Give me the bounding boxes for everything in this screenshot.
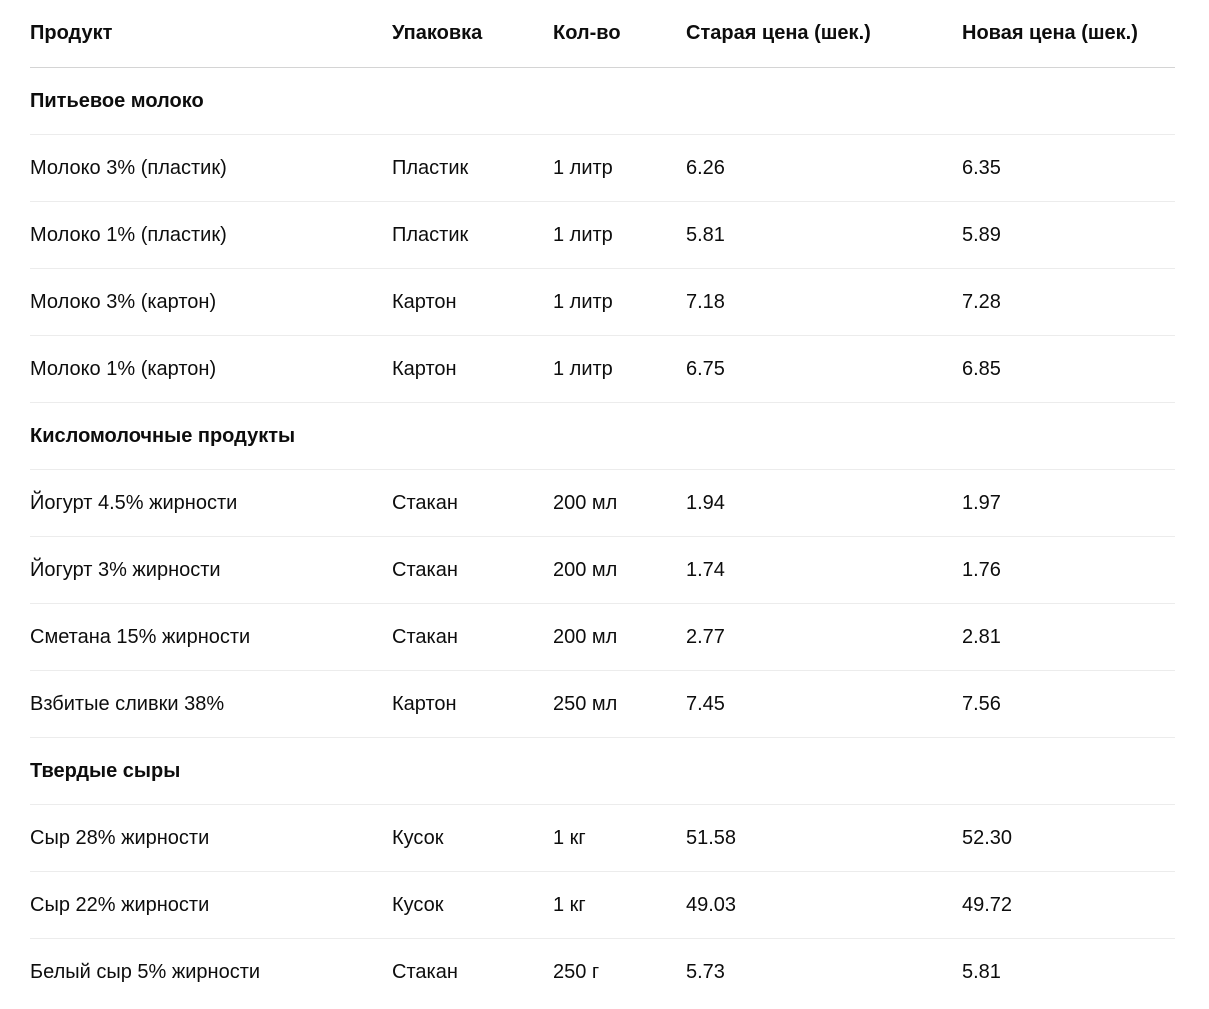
table-row (30, 604, 1175, 671)
cell-qty: 250 г (553, 960, 600, 983)
cell-new-price: 2.81 (962, 604, 1175, 671)
cell-pack: Стакан (392, 537, 553, 604)
section-title: Твердые сыры (30, 738, 1175, 805)
cell-new-price: 1.76 (962, 537, 1175, 604)
cell-pack: Кусок (392, 872, 553, 939)
cell-pack: Картон (392, 269, 553, 336)
cell-old-price: 49.03 (686, 872, 962, 939)
cell-old-price: 2.77 (686, 604, 962, 671)
cell-old-price: 6.26 (686, 135, 962, 202)
cell-qty: 1 литр (553, 336, 686, 403)
table-row (30, 470, 1175, 537)
cell-new-price: 52.30 (962, 805, 1175, 872)
table-row (30, 336, 1175, 403)
cell-qty: 250 мл (553, 671, 686, 738)
section-row (30, 68, 1175, 135)
header-new-price: Новая цена (шек.) (962, 0, 1175, 68)
cell-old-price: 7.45 (686, 671, 962, 738)
cell-product: Молоко 1% (картон) (30, 336, 392, 403)
cell-product: Белый сыр 5% жирности (30, 960, 261, 983)
cell-old-price: 5.81 (686, 202, 962, 269)
cell-old-price: 5.73 (686, 960, 725, 983)
cell-new-price: 5.81 (962, 960, 1001, 983)
cell-qty: 1 кг (553, 872, 686, 939)
cell-new-price: 7.56 (962, 671, 1175, 738)
cell-new-price: 49.72 (962, 872, 1175, 939)
cell-qty: 200 мл (553, 604, 686, 671)
cell-new-price: 1.97 (962, 470, 1175, 537)
section-title: Питьевое молоко (30, 68, 1175, 135)
cell-pack: Стакан (392, 604, 553, 671)
table-row (30, 202, 1175, 269)
cell-new-price: 6.85 (962, 336, 1175, 403)
table-row (30, 805, 1175, 872)
cell-product: Взбитые сливки 38% (30, 671, 392, 738)
cell-new-price: 6.35 (962, 135, 1175, 202)
cell-qty: 200 мл (553, 470, 686, 537)
cell-pack: Стакан (392, 470, 553, 537)
cell-pack: Стакан (392, 960, 458, 983)
table-row (30, 135, 1175, 202)
cell-qty: 1 литр (553, 135, 686, 202)
header-row (30, 0, 1175, 68)
cell-qty: 1 литр (553, 269, 686, 336)
cell-old-price: 51.58 (686, 805, 962, 872)
cell-qty: 200 мл (553, 537, 686, 604)
cell-old-price: 6.75 (686, 336, 962, 403)
table-row (30, 537, 1175, 604)
table-row (30, 269, 1175, 336)
cell-product: Сметана 15% жирности (30, 604, 392, 671)
cell-product: Сыр 22% жирности (30, 872, 392, 939)
section-row (30, 738, 1175, 805)
cell-new-price: 5.89 (962, 202, 1175, 269)
cell-pack: Картон (392, 336, 553, 403)
table-row (30, 671, 1175, 738)
cell-product: Йогурт 3% жирности (30, 537, 392, 604)
cell-qty: 1 литр (553, 202, 686, 269)
header-pack: Упаковка (392, 0, 553, 68)
cell-product: Молоко 3% (картон) (30, 269, 392, 336)
header-qty: Кол-во (553, 0, 686, 68)
cell-product: Сыр 28% жирности (30, 805, 392, 872)
cell-product: Йогурт 4.5% жирности (30, 470, 392, 537)
table-row (30, 939, 1175, 1006)
price-table (30, 0, 1175, 1005)
section-title: Кисломолочные продукты (30, 403, 1175, 470)
cell-old-price: 1.94 (686, 470, 962, 537)
cell-new-price: 7.28 (962, 269, 1175, 336)
cell-old-price: 1.74 (686, 537, 962, 604)
cell-pack: Картон (392, 671, 553, 738)
table-row (30, 872, 1175, 939)
header-old-price: Старая цена (шек.) (686, 0, 962, 68)
cell-pack: Пластик (392, 135, 553, 202)
header-product: Продукт (30, 0, 392, 68)
cell-pack: Кусок (392, 805, 553, 872)
cell-qty: 1 кг (553, 805, 686, 872)
cell-pack: Пластик (392, 202, 553, 269)
section-row (30, 403, 1175, 470)
cell-old-price: 7.18 (686, 269, 962, 336)
cell-product: Молоко 3% (пластик) (30, 135, 392, 202)
cell-product: Молоко 1% (пластик) (30, 202, 392, 269)
